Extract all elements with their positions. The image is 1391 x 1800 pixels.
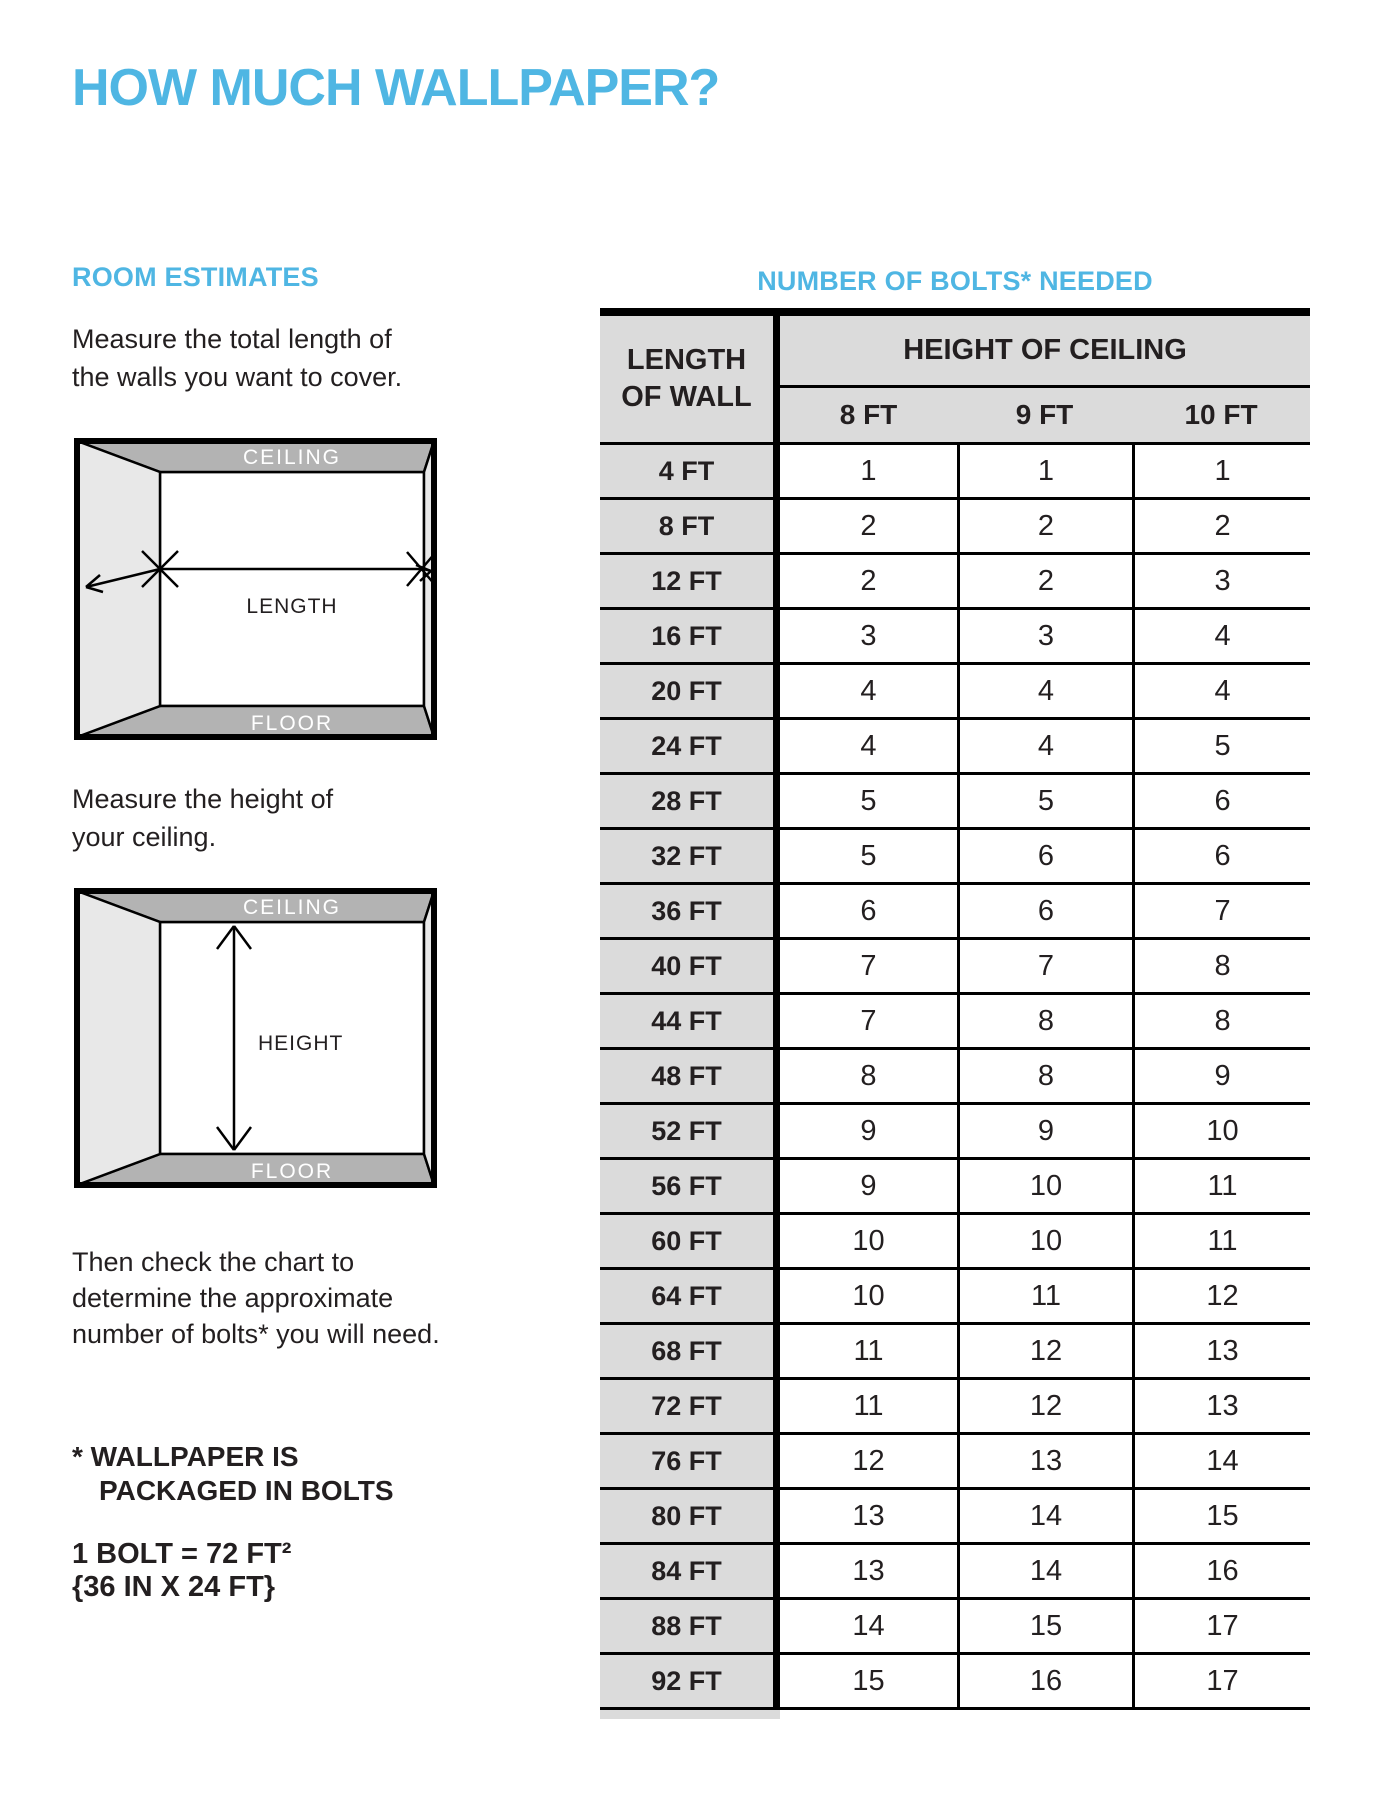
header-row-1 xyxy=(600,316,1310,388)
table-row xyxy=(600,1600,1310,1655)
wall-length-label: 8 FT xyxy=(600,500,780,555)
bolt-count-cell: 4 xyxy=(1132,610,1310,665)
bolt-count-cell: 3 xyxy=(1132,555,1310,610)
length-of-wall-line2: OF WALL xyxy=(621,381,752,413)
bolt-count-cell: 8 xyxy=(957,1050,1132,1105)
wall-length-label: 20 FT xyxy=(600,665,780,720)
bolt-count-cell: 7 xyxy=(957,940,1132,995)
bolt-count-cell: 16 xyxy=(957,1655,1132,1710)
bolt-count-cell: 12 xyxy=(957,1380,1132,1435)
wall-length-label: 12 FT xyxy=(600,555,780,610)
room-estimates-heading: ROOM ESTIMATES xyxy=(72,262,319,292)
bolt-count-cell: 13 xyxy=(780,1490,957,1545)
table-row xyxy=(600,1160,1310,1215)
bolt-count-cell: 3 xyxy=(780,610,957,665)
bolt-definition xyxy=(72,1538,291,1604)
ceiling-label: CEILING xyxy=(242,446,342,469)
table-row xyxy=(600,1490,1310,1545)
bolt-count-cell: 11 xyxy=(957,1270,1132,1325)
bolts-table xyxy=(600,308,1310,1710)
bolt-count-cell: 2 xyxy=(780,555,957,610)
bolt-count-cell: 13 xyxy=(780,1545,957,1600)
table-row xyxy=(600,500,1310,555)
bolt-count-cell: 14 xyxy=(957,1545,1132,1600)
table-row xyxy=(600,830,1310,885)
bolt-count-cell: 6 xyxy=(957,830,1132,885)
bolt-count-cell: 17 xyxy=(1132,1655,1310,1710)
ceiling-label: CEILING xyxy=(242,896,342,919)
bolt-count-cell: 1 xyxy=(1132,445,1310,500)
table-row xyxy=(600,445,1310,500)
step3-line2: determine the approximate xyxy=(72,1283,394,1313)
table-row xyxy=(600,665,1310,720)
bolt-count-cell: 13 xyxy=(1132,1325,1310,1380)
wall-length-label: 48 FT xyxy=(600,1050,780,1105)
height-of-ceiling-header: HEIGHT OF CEILING xyxy=(780,316,1310,388)
bolt-count-cell: 6 xyxy=(957,885,1132,940)
wall-length-label: 88 FT xyxy=(600,1600,780,1655)
length-label: LENGTH xyxy=(246,595,338,618)
left-wall-panel xyxy=(77,891,160,1185)
wall-length-label: 80 FT xyxy=(600,1490,780,1545)
bolt-count-cell: 10 xyxy=(780,1270,957,1325)
page-title: HOW MUCH WALLPAPER? xyxy=(72,59,720,117)
bolt-count-cell: 13 xyxy=(957,1435,1132,1490)
table-row xyxy=(600,940,1310,995)
bolt-count-cell: 10 xyxy=(1132,1105,1310,1160)
bolt-count-cell: 8 xyxy=(780,1050,957,1105)
bolt-count-cell: 12 xyxy=(957,1325,1132,1380)
wall-length-label: 72 FT xyxy=(600,1380,780,1435)
table-row xyxy=(600,1380,1310,1435)
length-of-wall-header xyxy=(600,316,780,445)
table-row xyxy=(600,1325,1310,1380)
height-label: HEIGHT xyxy=(258,1032,344,1055)
wall-length-label: 28 FT xyxy=(600,775,780,830)
bolt-count-cell: 4 xyxy=(957,720,1132,775)
step1-line2: the walls you want to cover. xyxy=(72,362,403,392)
table-row xyxy=(600,1050,1310,1105)
wall-length-label: 64 FT xyxy=(600,1270,780,1325)
bolt-count-cell: 14 xyxy=(780,1600,957,1655)
bolt-count-cell: 9 xyxy=(1132,1050,1310,1105)
table-row xyxy=(600,1655,1310,1710)
col-header-10ft: 10 FT xyxy=(1132,388,1310,445)
bolt-count-cell: 12 xyxy=(780,1435,957,1490)
bolt-count-cell: 2 xyxy=(957,555,1132,610)
bolt-count-cell: 7 xyxy=(780,995,957,1050)
bolt-count-cell: 10 xyxy=(780,1215,957,1270)
bolt-count-cell: 6 xyxy=(1132,775,1310,830)
wall-length-label: 84 FT xyxy=(600,1545,780,1600)
table-row xyxy=(600,1215,1310,1270)
bolt-count-cell: 6 xyxy=(1132,830,1310,885)
bolt-count-cell: 8 xyxy=(957,995,1132,1050)
wall-length-label: 4 FT xyxy=(600,445,780,500)
table-row xyxy=(600,1545,1310,1600)
bolt-count-cell: 5 xyxy=(780,830,957,885)
wall-length-label: 76 FT xyxy=(600,1435,780,1490)
bolt-count-cell: 7 xyxy=(1132,885,1310,940)
bolt-count-cell: 5 xyxy=(1132,720,1310,775)
bolt-count-cell: 11 xyxy=(1132,1215,1310,1270)
wall-length-label: 60 FT xyxy=(600,1215,780,1270)
wall-length-label: 16 FT xyxy=(600,610,780,665)
wall-length-label: 56 FT xyxy=(600,1160,780,1215)
bolt-count-cell: 13 xyxy=(1132,1380,1310,1435)
height-room-diagram xyxy=(74,888,437,1188)
bolt-count-cell: 9 xyxy=(780,1160,957,1215)
bolt-count-cell: 1 xyxy=(780,445,957,500)
wall-length-label: 40 FT xyxy=(600,940,780,995)
table-row xyxy=(600,1435,1310,1490)
table-footer-strip xyxy=(600,1710,780,1719)
bolt-count-cell: 8 xyxy=(1132,940,1310,995)
length-of-wall-line1: LENGTH xyxy=(626,344,747,376)
table-row xyxy=(600,775,1310,830)
floor-label: FLOOR xyxy=(250,712,334,735)
bolt-count-cell: 5 xyxy=(780,775,957,830)
bolt-count-cell: 8 xyxy=(1132,995,1310,1050)
step1-line1: Measure the total length of xyxy=(72,324,392,354)
table-row xyxy=(600,610,1310,665)
table-row xyxy=(600,720,1310,775)
step2-text xyxy=(72,780,333,856)
bolt-count-cell: 7 xyxy=(780,940,957,995)
bolt-count-cell: 10 xyxy=(957,1160,1132,1215)
wall-length-label: 36 FT xyxy=(600,885,780,940)
step3-line1: Then check the chart to xyxy=(72,1247,355,1277)
step2-line2: your ceiling. xyxy=(72,822,217,852)
bolt-count-cell: 2 xyxy=(957,500,1132,555)
wall-length-label: 44 FT xyxy=(600,995,780,1050)
bolts-needed-heading: NUMBER OF BOLTS* NEEDED xyxy=(757,266,1153,296)
bolt-count-cell: 4 xyxy=(957,665,1132,720)
wall-length-label: 32 FT xyxy=(600,830,780,885)
wall-length-label: 24 FT xyxy=(600,720,780,775)
wall-length-label: 92 FT xyxy=(600,1655,780,1710)
bolt-count-cell: 2 xyxy=(780,500,957,555)
bolt-count-cell: 16 xyxy=(1132,1545,1310,1600)
table-row xyxy=(600,995,1310,1050)
step1-text xyxy=(72,320,402,396)
bolt-count-cell: 3 xyxy=(957,610,1132,665)
bolt-count-cell: 15 xyxy=(780,1655,957,1710)
bolts-footnote xyxy=(72,1440,394,1508)
wall-length-label: 52 FT xyxy=(600,1105,780,1160)
bolt-count-cell: 17 xyxy=(1132,1600,1310,1655)
length-room-diagram xyxy=(74,438,437,740)
bolt-count-cell: 15 xyxy=(957,1600,1132,1655)
bolt-count-cell: 11 xyxy=(1132,1160,1310,1215)
bolt-count-cell: 14 xyxy=(957,1490,1132,1545)
bolt-count-cell: 11 xyxy=(780,1325,957,1380)
bolt-count-cell: 1 xyxy=(957,445,1132,500)
col-header-8ft: 8 FT xyxy=(780,388,957,445)
bolt-count-cell: 12 xyxy=(1132,1270,1310,1325)
table-row xyxy=(600,1270,1310,1325)
bolt-count-cell: 9 xyxy=(780,1105,957,1160)
bolt-def-line1: 1 BOLT = 72 FT² xyxy=(72,1538,292,1570)
bolt-count-cell: 6 xyxy=(780,885,957,940)
bolt-count-cell: 10 xyxy=(957,1215,1132,1270)
floor-label: FLOOR xyxy=(250,1160,334,1183)
bolt-count-cell: 4 xyxy=(780,720,957,775)
table-row xyxy=(600,555,1310,610)
bolt-count-cell: 11 xyxy=(780,1380,957,1435)
step3-text xyxy=(72,1244,440,1352)
table-row xyxy=(600,885,1310,940)
bolt-count-cell: 4 xyxy=(1132,665,1310,720)
bolt-count-cell: 9 xyxy=(957,1105,1132,1160)
col-header-9ft: 9 FT xyxy=(957,388,1132,445)
step3-line3: number of bolts* you will need. xyxy=(72,1319,440,1349)
wall-length-label: 68 FT xyxy=(600,1325,780,1380)
back-wall xyxy=(160,472,424,706)
footnote-line2: PACKAGED IN BOLTS xyxy=(99,1475,394,1506)
bolt-count-cell: 14 xyxy=(1132,1435,1310,1490)
bolt-count-cell: 4 xyxy=(780,665,957,720)
step2-line1: Measure the height of xyxy=(72,784,334,814)
bolt-count-cell: 2 xyxy=(1132,500,1310,555)
bolt-count-cell: 15 xyxy=(1132,1490,1310,1545)
bolt-count-cell: 5 xyxy=(957,775,1132,830)
bolt-def-line2: {36 IN X 24 FT} xyxy=(72,1571,276,1603)
footnote-line1: * WALLPAPER IS xyxy=(72,1441,299,1472)
table-row xyxy=(600,1105,1310,1160)
